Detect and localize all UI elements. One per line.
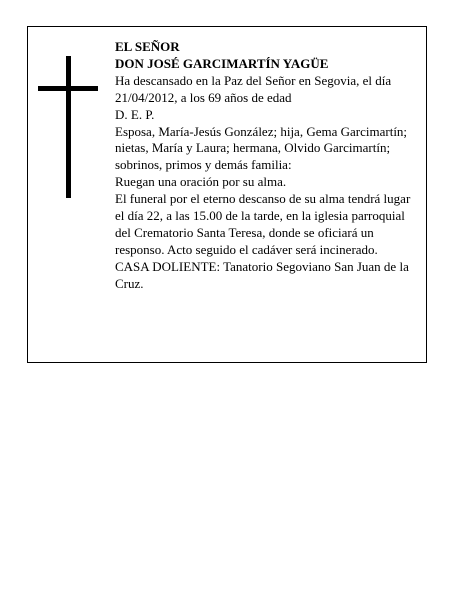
- latin-cross-icon: [38, 56, 98, 198]
- death-announcement: Ha descansado en la Paz del Señor en Segovia, el día 21/04/2012, a los 69 años de edad: [115, 72, 392, 105]
- deceased-name: DON JOSÉ GARCIMARTÍN YAGÜE: [115, 55, 329, 71]
- prayer-request: Ruegan una oración por su alma.: [115, 174, 287, 190]
- obituary-notice: [27, 26, 427, 363]
- family-list: Esposa, María-Jesús González; hija, Gema Garcimartín; nietas, María y Laura; hermana, Olvido Garcimartín; sobrinos, primos y demás familia:: [115, 123, 408, 173]
- rest-in-peace: D. E. P.: [115, 106, 155, 122]
- cross-vertical-bar: [66, 56, 71, 198]
- notice-heading-line1: EL SEÑOR: [115, 39, 180, 54]
- mourning-house: CASA DOLIENTE: Tanatorio Segoviano San Juan de la Cruz.: [115, 258, 409, 291]
- cross-horizontal-bar: [38, 86, 98, 91]
- funeral-details: El funeral por el eterno descanso de su alma tendrá lugar el día 22, a las 15.00 de la tarde, en la iglesia parroquial del Crematorio Santa Teresa, donde se oficiará un responso. Acto seguido el cadáver será incinerado.: [115, 191, 411, 257]
- notice-text-block: [115, 39, 421, 293]
